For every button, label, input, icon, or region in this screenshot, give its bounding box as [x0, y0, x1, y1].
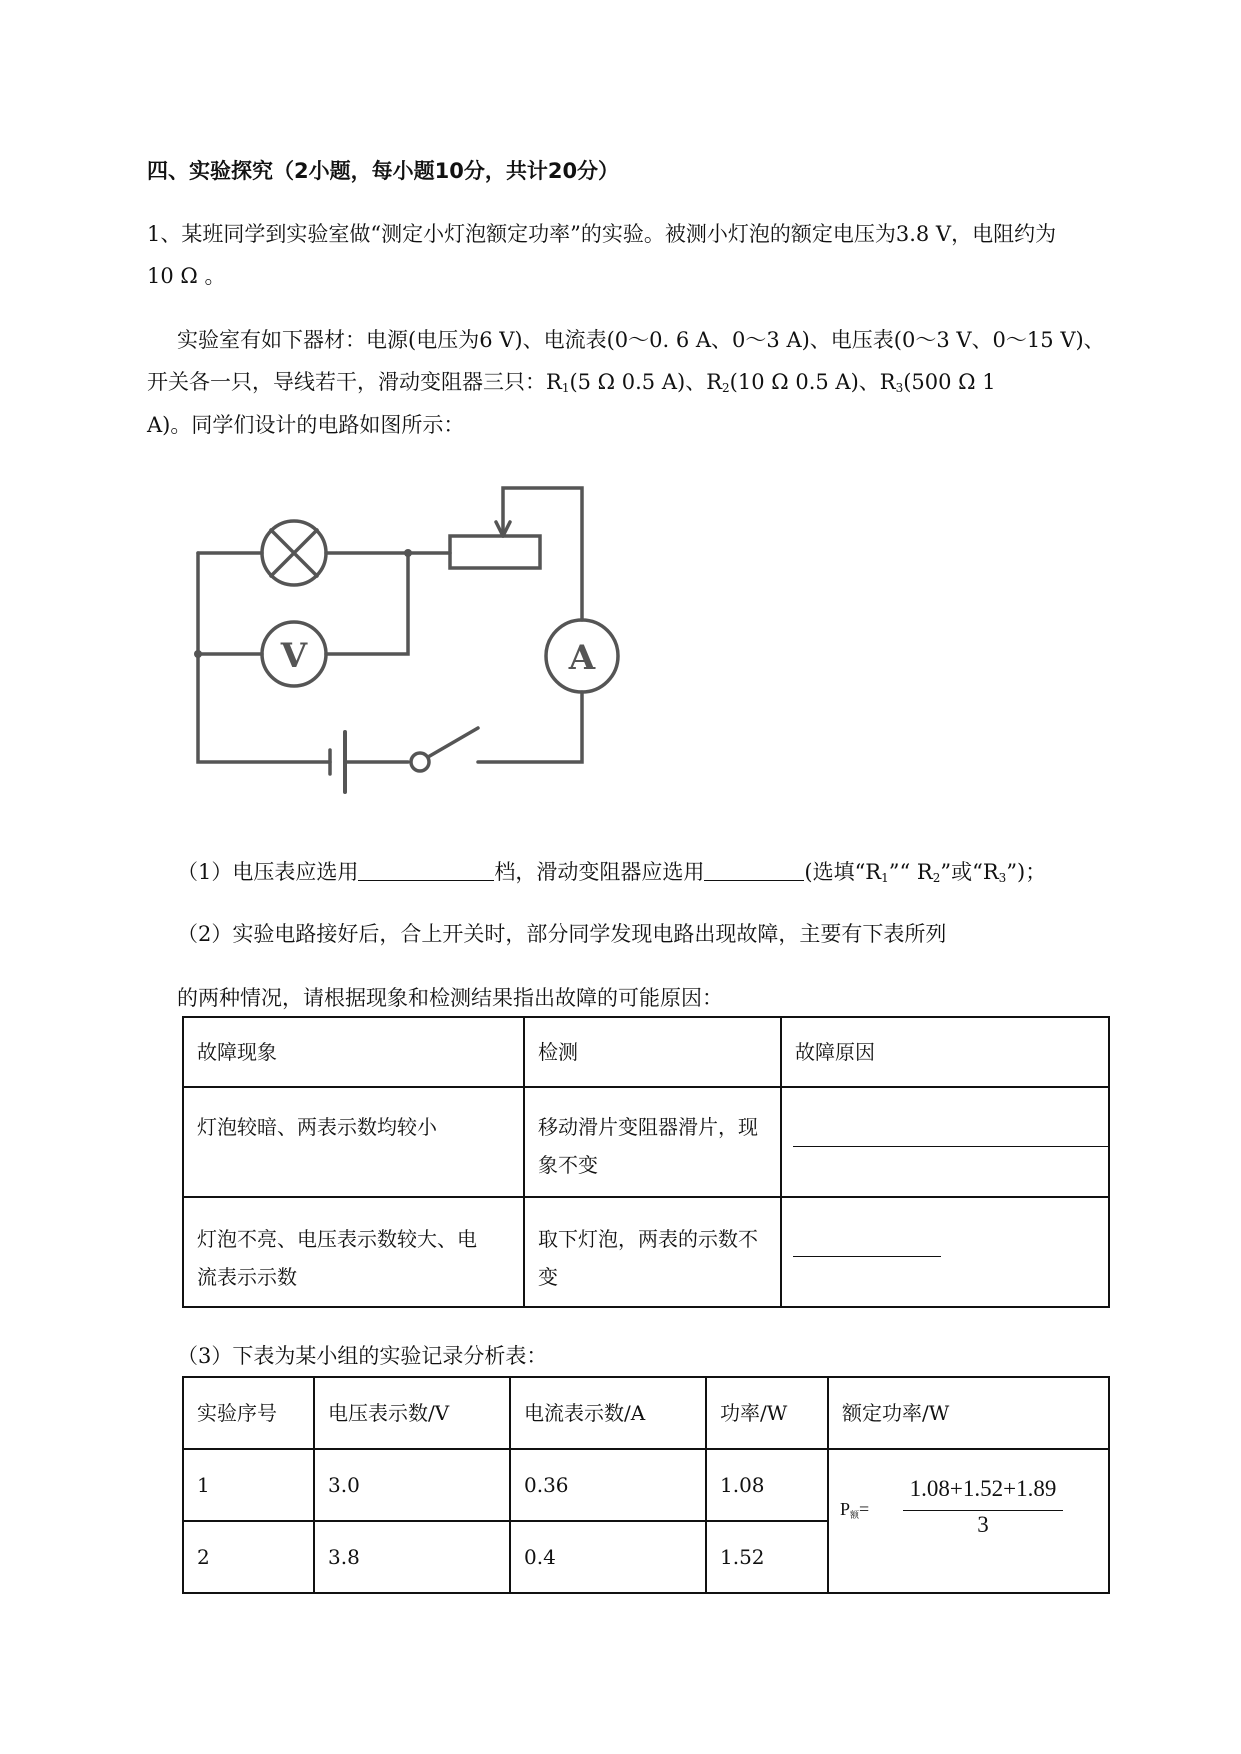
part1-text-c1: (选填“R [804, 860, 882, 884]
rheostat-icon [450, 536, 540, 568]
part2-line2: 的两种情况，请根据现象和检测结果指出故障的可能原因： [177, 986, 723, 1010]
power-value: 1.52 [706, 1521, 828, 1593]
fault-cause-answer-line-1[interactable] [793, 1146, 1109, 1147]
formula-denominator: 3 [977, 1512, 989, 1537]
part1-text-c3: ”或“R [940, 860, 999, 884]
voltmeter-range-blank[interactable] [358, 858, 494, 881]
header-phenomenon: 故障现象 [183, 1017, 524, 1087]
part1 [177, 857, 1046, 893]
header-current: 电流表示数/A [510, 1377, 706, 1449]
current-value: 0.4 [510, 1521, 706, 1593]
switch-lever-icon [428, 728, 478, 757]
part1-text-c2: ”“ R [888, 860, 933, 884]
part1-text-b: 档，滑动变阻器应选用 [494, 860, 705, 884]
fault-table [182, 1016, 1110, 1308]
r2-subscript: 2 [722, 381, 730, 395]
current-value: 0.36 [510, 1449, 706, 1521]
r2-spec: (10 Ω 0.5 A)、R [729, 370, 896, 394]
fault-cause-cell[interactable] [781, 1087, 1109, 1197]
phenomenon-line1: 灯泡不亮、电压表示数较大、电 [197, 1227, 477, 1251]
option-r3-sub: 3 [998, 871, 1007, 885]
part3-title: （3）下表为某小组的实验记录分析表： [177, 1344, 548, 1368]
header-trial: 实验序号 [183, 1377, 314, 1449]
ammeter-label: A [568, 638, 596, 678]
check-line1: 取下灯泡，两表的示数不 [538, 1227, 758, 1251]
fault-cause-answer-line-2[interactable] [793, 1256, 941, 1257]
trial-number: 2 [183, 1521, 314, 1593]
option-r1-sub: 1 [881, 871, 889, 885]
fault-cause-cell[interactable] [781, 1197, 1109, 1307]
fault-row-1 [183, 1087, 1109, 1197]
header-power: 功率/W [706, 1377, 828, 1449]
part1-text-c4: ”)； [1006, 860, 1047, 884]
r3-subscript: 3 [895, 381, 904, 395]
fault-table-header [183, 1017, 1109, 1087]
wire-left [198, 553, 330, 762]
check-line2: 象不变 [538, 1153, 598, 1177]
header-cause: 故障原因 [781, 1017, 1109, 1087]
fault-check [524, 1087, 781, 1197]
option-r2-sub: 2 [932, 871, 941, 885]
switch-pivot-icon [411, 753, 429, 771]
rated-power-eq: = [859, 1499, 870, 1519]
fault-phenomenon [183, 1197, 524, 1307]
slider-wire [503, 488, 582, 620]
fault-check [524, 1197, 781, 1307]
power-value: 1.08 [706, 1449, 828, 1521]
header-voltage: 电压表示数/V [314, 1377, 510, 1449]
fault-phenomenon: 灯泡较暗、两表示数均较小 [183, 1087, 524, 1197]
trial-number: 1 [183, 1449, 314, 1521]
check-line1: 移动滑片变阻器滑片，现 [538, 1115, 758, 1139]
record-table-header [183, 1377, 1109, 1449]
header-check: 检测 [524, 1017, 781, 1087]
materials-line2 [147, 367, 996, 403]
rated-power-sub: 额 [850, 1510, 860, 1520]
junction-dot [404, 549, 412, 557]
part2-line1: （2）实验电路接好后，合上开关时，部分同学发现电路出现故障，主要有下表所列 [177, 922, 947, 946]
voltmeter-label: V [280, 636, 308, 676]
phenomenon-line2: 流表示示数 [197, 1265, 297, 1289]
r1-spec: (5 Ω 0.5 A)、R [569, 370, 723, 394]
r3-spec: (500 Ω 1 [903, 370, 996, 394]
part1-text-a: （1）电压表应选用 [177, 860, 359, 884]
materials-line1: 实验室有如下器材：电源(电压为6 V)、电流表(0～0. 6 A、0～3 A)、电压表(0～3 V、0～15 V)、 [177, 328, 1105, 352]
q1-line1: 1、某班同学到实验室做“测定小灯泡额定功率”的实验。被测小灯泡的额定电压为3.8 V，电阻约为 [147, 222, 1057, 246]
wire-volt-right [326, 553, 408, 654]
junction-dot [194, 650, 202, 658]
check-line2: 变 [538, 1265, 558, 1289]
rheostat-choice-blank[interactable] [704, 858, 804, 881]
circuit-diagram [170, 470, 640, 805]
formula-numerator: 1.08+1.52+1.89 [909, 1476, 1057, 1501]
q1-line2: 10 Ω 。 [147, 264, 226, 288]
formula-fraction-bar [903, 1510, 1063, 1511]
voltage-value: 3.0 [314, 1449, 510, 1521]
rated-power-label: $P_额=$ [840, 1499, 870, 1520]
wire-right [478, 692, 582, 762]
materials-text: 开关各一只，导线若干，滑动变阻器三只：R [147, 370, 562, 394]
section-title: 四、实验探究（2小题，每小题10分，共计20分） [147, 159, 620, 183]
materials-line3: A)。同学们设计的电路如图所示： [147, 413, 465, 437]
fault-row-2 [183, 1197, 1109, 1307]
header-rated-power: 额定功率/W [828, 1377, 1109, 1449]
r1-subscript: 1 [561, 381, 570, 395]
voltage-value: 3.8 [314, 1521, 510, 1593]
